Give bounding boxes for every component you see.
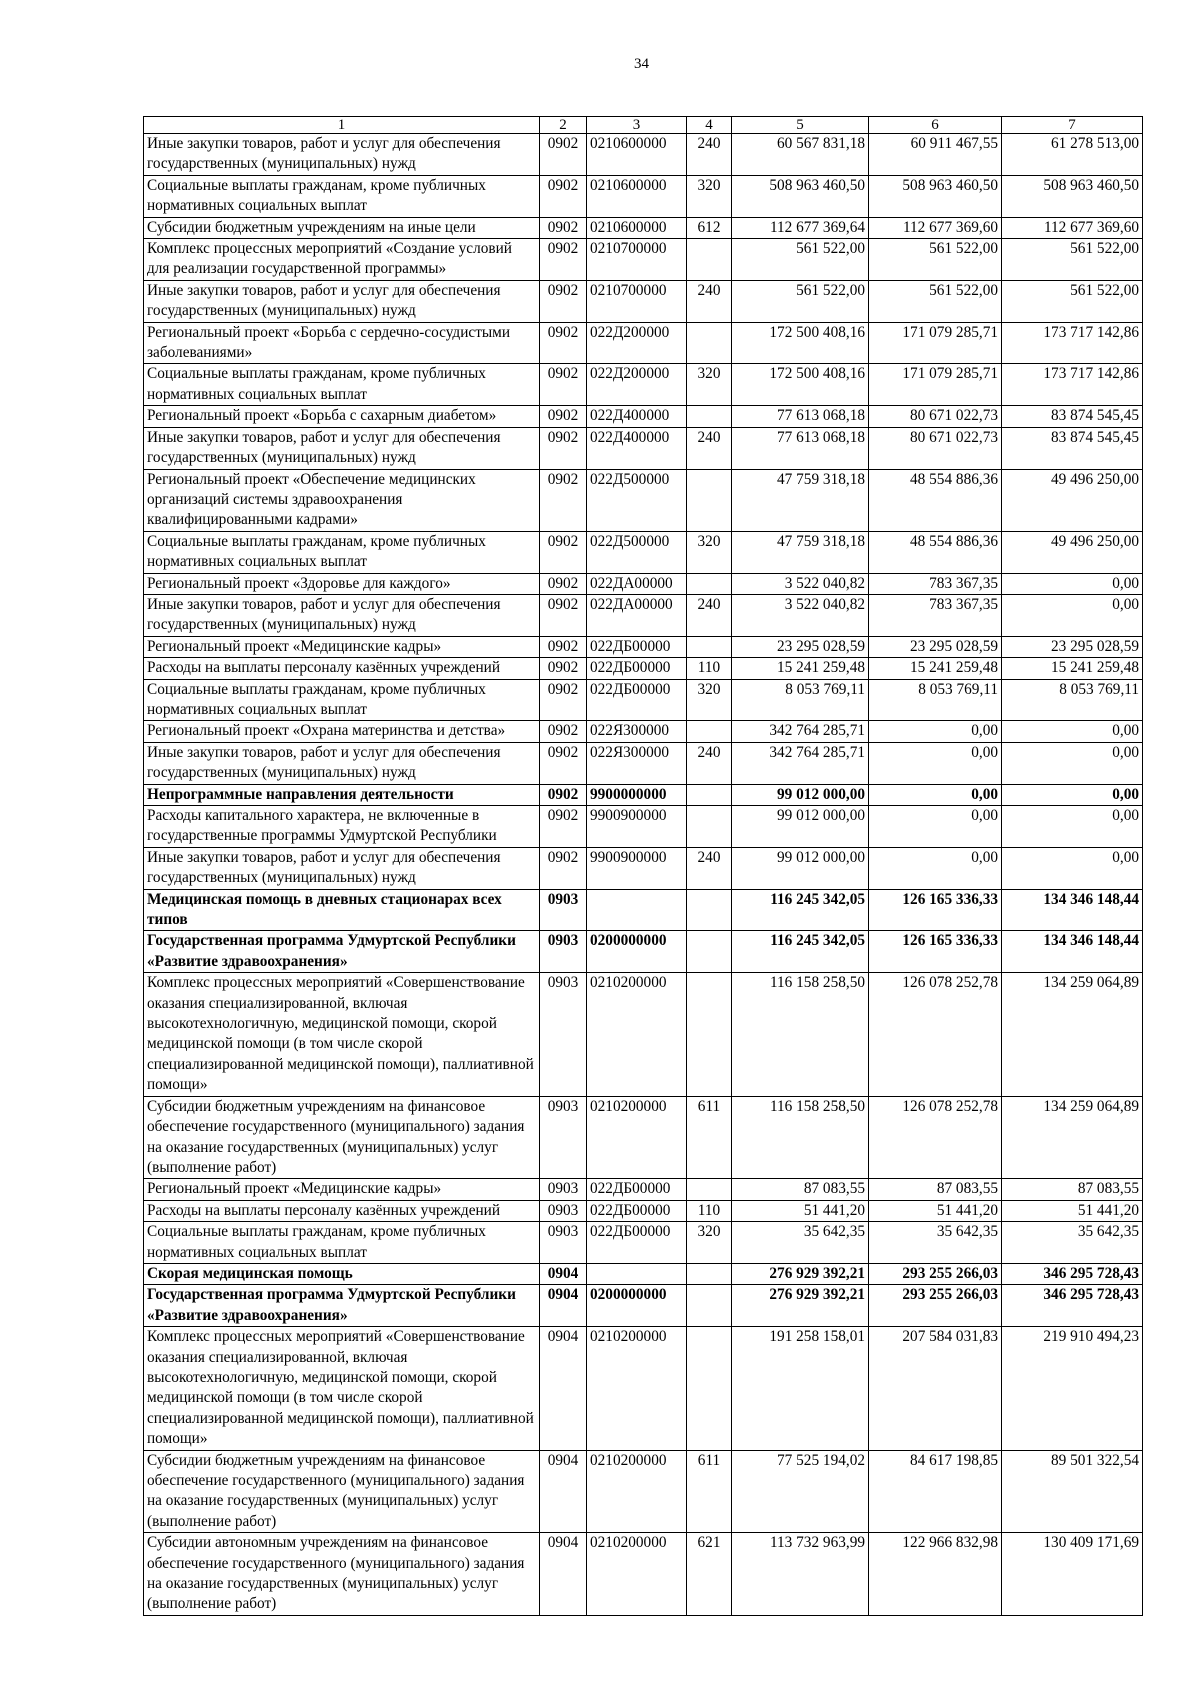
target-article-code: 022Я300000 [587,721,687,742]
table-row [144,322,1143,364]
table-row [144,406,1143,427]
table-row [144,217,1143,238]
amount-year-1: 276 929 392,21 [732,1263,869,1284]
amount-year-3: 61 278 513,00 [1002,134,1143,176]
amount-year-1: 116 245 342,05 [732,889,869,931]
item-name: Иные закупки товаров, работ и услуг для обеспечения государственных (муниципальных) нужд [144,134,540,176]
target-article-code: 0200000000 [587,1285,687,1327]
section-code: 0903 [540,1096,587,1179]
target-article-code: 022Д200000 [587,322,687,364]
amount-year-1: 342 764 285,71 [732,742,869,784]
amount-year-1: 87 083,55 [732,1179,869,1200]
target-article-code: 022ДБ00000 [587,1222,687,1264]
amount-year-1: 191 258 158,01 [732,1327,869,1450]
column-header: 1 [144,117,540,134]
expense-type-code [687,1179,732,1200]
section-code: 0904 [540,1285,587,1327]
target-article-code: 0210600000 [587,217,687,238]
target-article-code: 0200000000 [587,931,687,973]
item-name: Региональный проект «Медицинские кадры» [144,636,540,657]
table-row [144,280,1143,322]
amount-year-2: 87 083,55 [869,1179,1002,1200]
amount-year-3: 49 496 250,00 [1002,531,1143,573]
amount-year-2: 51 441,20 [869,1200,1002,1221]
amount-year-3: 346 295 728,43 [1002,1263,1143,1284]
amount-year-3: 0,00 [1002,573,1143,594]
table-row [144,806,1143,848]
expense-type-code: 110 [687,658,732,679]
amount-year-2: 126 078 252,78 [869,1096,1002,1179]
expense-type-code [687,931,732,973]
target-article-code: 9900000000 [587,784,687,805]
section-code: 0902 [540,175,587,217]
amount-year-1: 8 053 769,11 [732,679,869,721]
amount-year-3: 173 717 142,86 [1002,364,1143,406]
amount-year-3: 35 642,35 [1002,1222,1143,1264]
section-code: 0902 [540,427,587,469]
amount-year-2: 122 966 832,98 [869,1533,1002,1616]
target-article-code: 022ДБ00000 [587,658,687,679]
item-name: Иные закупки товаров, работ и услуг для обеспечения государственных (муниципальных) нужд [144,594,540,636]
target-article-code: 022ДА00000 [587,573,687,594]
expense-type-code [687,806,732,848]
item-name: Комплекс процессных мероприятий «Совершенствование оказания специализированной, включая высокотехнологичную, медицинской помощи, скорой медицинской помощи (в том числе скорой специализированной медицинской помощи), паллиативной помощи» [144,1327,540,1450]
amount-year-1: 35 642,35 [732,1222,869,1264]
column-header: 6 [869,117,1002,134]
expense-type-code [687,469,732,531]
amount-year-1: 561 522,00 [732,280,869,322]
amount-year-2: 112 677 369,60 [869,217,1002,238]
section-code: 0902 [540,364,587,406]
table-row [144,469,1143,531]
amount-year-1: 99 012 000,00 [732,784,869,805]
amount-year-3: 89 501 322,54 [1002,1450,1143,1533]
expense-type-code: 320 [687,1222,732,1264]
section-code: 0903 [540,973,587,1096]
amount-year-3: 173 717 142,86 [1002,322,1143,364]
amount-year-1: 51 441,20 [732,1200,869,1221]
target-article-code: 022ДА00000 [587,594,687,636]
column-header: 4 [687,117,732,134]
table-row [144,742,1143,784]
table-row [144,364,1143,406]
expense-type-code [687,973,732,1096]
amount-year-3: 508 963 460,50 [1002,175,1143,217]
expense-type-code [687,239,732,281]
section-code: 0902 [540,847,587,889]
amount-year-3: 8 053 769,11 [1002,679,1143,721]
section-code: 0904 [540,1327,587,1450]
table-row [144,721,1143,742]
amount-year-2: 48 554 886,36 [869,531,1002,573]
amount-year-2: 293 255 266,03 [869,1263,1002,1284]
amount-year-2: 84 617 198,85 [869,1450,1002,1533]
section-code: 0903 [540,1179,587,1200]
section-code: 0902 [540,134,587,176]
amount-year-3: 561 522,00 [1002,239,1143,281]
item-name: Региональный проект «Охрана материнства и детства» [144,721,540,742]
amount-year-2: 0,00 [869,847,1002,889]
section-code: 0902 [540,784,587,805]
target-article-code: 9900900000 [587,847,687,889]
target-article-code: 0210600000 [587,175,687,217]
amount-year-2: 48 554 886,36 [869,469,1002,531]
item-name: Иные закупки товаров, работ и услуг для обеспечения государственных (муниципальных) нужд [144,742,540,784]
expense-type-code [687,784,732,805]
amount-year-3: 134 259 064,89 [1002,1096,1143,1179]
header-row [144,117,1143,134]
item-name: Государственная программа Удмуртской Республики «Развитие здравоохранения» [144,931,540,973]
amount-year-1: 116 158 258,50 [732,1096,869,1179]
amount-year-3: 0,00 [1002,721,1143,742]
section-code: 0902 [540,217,587,238]
amount-year-1: 99 012 000,00 [732,806,869,848]
amount-year-3: 0,00 [1002,594,1143,636]
amount-year-2: 60 911 467,55 [869,134,1002,176]
expense-type-code [687,1285,732,1327]
item-name: Субсидии бюджетным учреждениям на финансовое обеспечение государственного (муниципального) задания на оказание государственных (муниципальных) услуг (выполнение работ) [144,1096,540,1179]
amount-year-2: 15 241 259,48 [869,658,1002,679]
amount-year-3: 112 677 369,60 [1002,217,1143,238]
expense-type-code: 240 [687,742,732,784]
target-article-code: 0210700000 [587,280,687,322]
section-code: 0903 [540,1200,587,1221]
section-code: 0902 [540,239,587,281]
expense-type-code: 611 [687,1096,732,1179]
target-article-code: 022Д400000 [587,427,687,469]
section-code: 0902 [540,679,587,721]
amount-year-1: 113 732 963,99 [732,1533,869,1616]
amount-year-3: 0,00 [1002,784,1143,805]
target-article-code: 9900900000 [587,806,687,848]
amount-year-3: 23 295 028,59 [1002,636,1143,657]
table-row [144,973,1143,1096]
amount-year-2: 8 053 769,11 [869,679,1002,721]
amount-year-3: 15 241 259,48 [1002,658,1143,679]
amount-year-1: 99 012 000,00 [732,847,869,889]
section-code: 0904 [540,1533,587,1616]
amount-year-3: 219 910 494,23 [1002,1327,1143,1450]
expense-type-code: 320 [687,531,732,573]
amount-year-1: 60 567 831,18 [732,134,869,176]
amount-year-3: 130 409 171,69 [1002,1533,1143,1616]
section-code: 0904 [540,1450,587,1533]
amount-year-1: 116 158 258,50 [732,973,869,1096]
column-header: 5 [732,117,869,134]
item-name: Социальные выплаты гражданам, кроме публичных нормативных социальных выплат [144,364,540,406]
amount-year-1: 112 677 369,64 [732,217,869,238]
section-code: 0902 [540,469,587,531]
amount-year-2: 783 367,35 [869,573,1002,594]
target-article-code: 022Я300000 [587,742,687,784]
amount-year-1: 342 764 285,71 [732,721,869,742]
item-name: Непрограммные направления деятельности [144,784,540,805]
amount-year-3: 134 346 148,44 [1002,931,1143,973]
target-article-code: 022ДБ00000 [587,636,687,657]
table-row [144,679,1143,721]
table-row [144,427,1143,469]
table-row [144,784,1143,805]
amount-year-3: 0,00 [1002,742,1143,784]
amount-year-3: 134 259 064,89 [1002,973,1143,1096]
section-code: 0902 [540,636,587,657]
table-row [144,931,1143,973]
table-row [144,175,1143,217]
table-row [144,1533,1143,1616]
target-article-code: 022Д400000 [587,406,687,427]
item-name: Расходы на выплаты персоналу казённых учреждений [144,658,540,679]
amount-year-2: 293 255 266,03 [869,1285,1002,1327]
expense-type-code: 110 [687,1200,732,1221]
table-row [144,1285,1143,1327]
item-name: Социальные выплаты гражданам, кроме публичных нормативных социальных выплат [144,531,540,573]
amount-year-1: 508 963 460,50 [732,175,869,217]
table-row [144,134,1143,176]
expense-type-code: 621 [687,1533,732,1616]
table-row [144,847,1143,889]
item-name: Региональный проект «Борьба с сердечно-сосудистыми заболеваниями» [144,322,540,364]
table-row [144,889,1143,931]
section-code: 0902 [540,322,587,364]
table-row [144,573,1143,594]
section-code: 0902 [540,594,587,636]
amount-year-2: 508 963 460,50 [869,175,1002,217]
amount-year-1: 172 500 408,16 [732,322,869,364]
expense-type-code: 240 [687,134,732,176]
column-header: 7 [1002,117,1143,134]
amount-year-1: 77 525 194,02 [732,1450,869,1533]
amount-year-2: 35 642,35 [869,1222,1002,1264]
expense-type-code [687,1327,732,1450]
item-name: Иные закупки товаров, работ и услуг для обеспечения государственных (муниципальных) нужд [144,847,540,889]
section-code: 0903 [540,1222,587,1264]
section-code: 0903 [540,931,587,973]
expense-type-code [687,636,732,657]
item-name: Субсидии автономным учреждениям на финансовое обеспечение государственного (муниципального) задания на оказание государственных (муниципальных) услуг (выполнение работ) [144,1533,540,1616]
expense-type-code [687,721,732,742]
item-name: Региональный проект «Медицинские кадры» [144,1179,540,1200]
amount-year-1: 561 522,00 [732,239,869,281]
amount-year-2: 0,00 [869,784,1002,805]
column-header: 2 [540,117,587,134]
table-row [144,1263,1143,1284]
amount-year-3: 83 874 545,45 [1002,406,1143,427]
expense-type-code [687,322,732,364]
section-code: 0902 [540,406,587,427]
item-name: Комплекс процессных мероприятий «Совершенствование оказания специализированной, включая высокотехнологичную, медицинской помощи, скорой медицинской помощи (в том числе скорой специализированной медицинской помощи), паллиативной помощи» [144,973,540,1096]
budget-table [143,116,1143,1616]
amount-year-2: 126 165 336,33 [869,931,1002,973]
item-name: Социальные выплаты гражданам, кроме публичных нормативных социальных выплат [144,1222,540,1264]
expense-type-code: 240 [687,594,732,636]
expense-type-code: 240 [687,427,732,469]
target-article-code [587,1263,687,1284]
target-article-code: 0210200000 [587,973,687,1096]
expense-type-code [687,889,732,931]
item-name: Субсидии бюджетным учреждениям на иные цели [144,217,540,238]
section-code: 0902 [540,531,587,573]
amount-year-3: 83 874 545,45 [1002,427,1143,469]
target-article-code: 022Д500000 [587,469,687,531]
item-name: Государственная программа Удмуртской Республики «Развитие здравоохранения» [144,1285,540,1327]
target-article-code: 0210200000 [587,1533,687,1616]
amount-year-1: 3 522 040,82 [732,594,869,636]
table-row [144,636,1143,657]
section-code: 0902 [540,573,587,594]
table-row [144,1096,1143,1179]
amount-year-3: 346 295 728,43 [1002,1285,1143,1327]
section-code: 0903 [540,889,587,931]
section-code: 0902 [540,280,587,322]
section-code: 0902 [540,658,587,679]
expense-type-code [687,573,732,594]
table-row [144,1222,1143,1264]
amount-year-3: 87 083,55 [1002,1179,1143,1200]
amount-year-3: 561 522,00 [1002,280,1143,322]
amount-year-2: 561 522,00 [869,280,1002,322]
amount-year-3: 49 496 250,00 [1002,469,1143,531]
expense-type-code [687,1263,732,1284]
amount-year-2: 561 522,00 [869,239,1002,281]
target-article-code: 0210200000 [587,1096,687,1179]
amount-year-1: 276 929 392,21 [732,1285,869,1327]
amount-year-1: 77 613 068,18 [732,427,869,469]
target-article-code: 0210700000 [587,239,687,281]
item-name: Иные закупки товаров, работ и услуг для обеспечения государственных (муниципальных) нужд [144,427,540,469]
table-row [144,594,1143,636]
amount-year-1: 47 759 318,18 [732,531,869,573]
amount-year-1: 3 522 040,82 [732,573,869,594]
item-name: Региональный проект «Здоровье для каждого» [144,573,540,594]
expense-type-code: 240 [687,847,732,889]
target-article-code: 0210200000 [587,1327,687,1450]
target-article-code: 0210200000 [587,1450,687,1533]
table-row [144,1327,1143,1450]
expense-type-code [687,406,732,427]
table-body [144,134,1143,1616]
target-article-code: 0210600000 [587,134,687,176]
expense-type-code: 320 [687,364,732,406]
amount-year-1: 116 245 342,05 [732,931,869,973]
page-number: 34 [634,56,649,72]
table-row [144,658,1143,679]
item-name: Расходы капитального характера, не включенные в государственные программы Удмуртской Республики [144,806,540,848]
table-row [144,1200,1143,1221]
amount-year-2: 171 079 285,71 [869,364,1002,406]
target-article-code: 022Д200000 [587,364,687,406]
amount-year-2: 171 079 285,71 [869,322,1002,364]
item-name: Субсидии бюджетным учреждениям на финансовое обеспечение государственного (муниципального) задания на оказание государственных (муниципальных) услуг (выполнение работ) [144,1450,540,1533]
section-code: 0902 [540,721,587,742]
table-row [144,1179,1143,1200]
target-article-code: 022ДБ00000 [587,1200,687,1221]
target-article-code: 022ДБ00000 [587,1179,687,1200]
amount-year-3: 0,00 [1002,806,1143,848]
item-name: Скорая медицинская помощь [144,1263,540,1284]
amount-year-1: 47 759 318,18 [732,469,869,531]
table-row [144,531,1143,573]
item-name: Расходы на выплаты персоналу казённых учреждений [144,1200,540,1221]
item-name: Комплекс процессных мероприятий «Создание условий для реализации государственной программы» [144,239,540,281]
item-name: Социальные выплаты гражданам, кроме публичных нормативных социальных выплат [144,175,540,217]
amount-year-2: 0,00 [869,742,1002,784]
amount-year-2: 126 078 252,78 [869,973,1002,1096]
amount-year-3: 134 346 148,44 [1002,889,1143,931]
item-name: Региональный проект «Обеспечение медицинских организаций системы здравоохранения квалифицированными кадрами» [144,469,540,531]
amount-year-2: 80 671 022,73 [869,427,1002,469]
amount-year-2: 80 671 022,73 [869,406,1002,427]
item-name: Региональный проект «Борьба с сахарным диабетом» [144,406,540,427]
target-article-code: 022ДБ00000 [587,679,687,721]
expense-type-code: 240 [687,280,732,322]
amount-year-1: 77 613 068,18 [732,406,869,427]
section-code: 0902 [540,806,587,848]
target-article-code [587,889,687,931]
expense-type-code: 612 [687,217,732,238]
amount-year-2: 126 165 336,33 [869,889,1002,931]
amount-year-3: 0,00 [1002,847,1143,889]
amount-year-2: 0,00 [869,721,1002,742]
item-name: Социальные выплаты гражданам, кроме публичных нормативных социальных выплат [144,679,540,721]
expense-type-code: 611 [687,1450,732,1533]
amount-year-1: 172 500 408,16 [732,364,869,406]
amount-year-1: 15 241 259,48 [732,658,869,679]
amount-year-2: 207 584 031,83 [869,1327,1002,1450]
table-row [144,1450,1143,1533]
item-name: Иные закупки товаров, работ и услуг для обеспечения государственных (муниципальных) нужд [144,280,540,322]
expense-type-code: 320 [687,175,732,217]
target-article-code: 022Д500000 [587,531,687,573]
amount-year-2: 783 367,35 [869,594,1002,636]
table-row [144,239,1143,281]
amount-year-2: 23 295 028,59 [869,636,1002,657]
amount-year-1: 23 295 028,59 [732,636,869,657]
section-code: 0902 [540,742,587,784]
column-header: 3 [587,117,687,134]
expense-type-code: 320 [687,679,732,721]
section-code: 0904 [540,1263,587,1284]
amount-year-2: 0,00 [869,806,1002,848]
amount-year-3: 51 441,20 [1002,1200,1143,1221]
item-name: Медицинская помощь в дневных стационарах всех типов [144,889,540,931]
